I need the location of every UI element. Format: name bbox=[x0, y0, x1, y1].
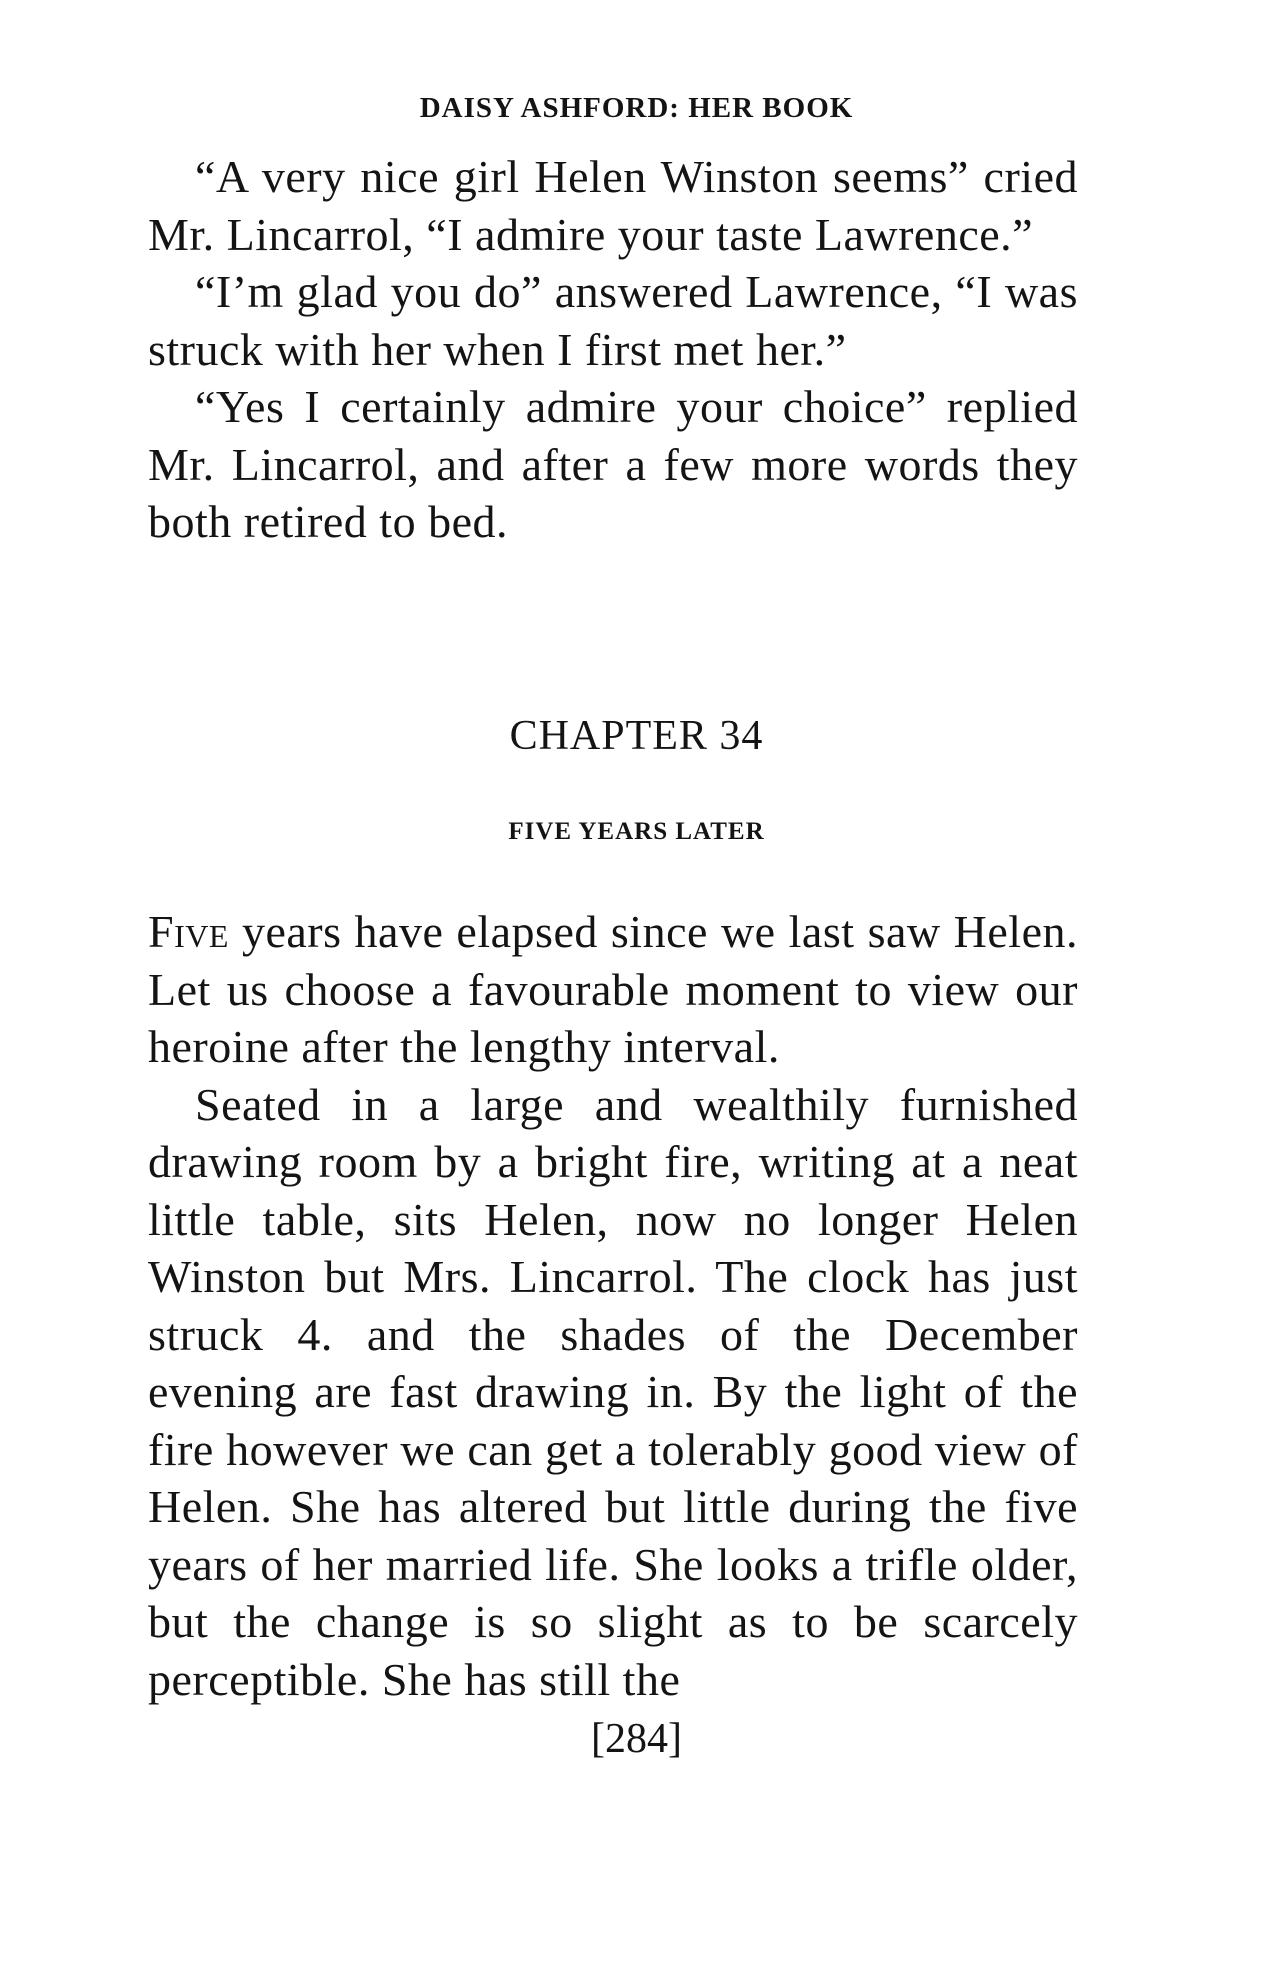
text-block-chapter-body bbox=[148, 903, 1078, 1708]
text-block-before-chapter bbox=[148, 148, 1078, 551]
paragraph: “A very nice girl Helen Winston seems” cried Mr. Lincarrol, “I admire your taste Lawrence.” bbox=[148, 151, 1078, 260]
paragraph: “Yes I certainly admire your choice” replied Mr. Lincarrol, and after a few more words they both retired to bed. bbox=[148, 381, 1078, 547]
running-head: DAISY ASHFORD: HER BOOK bbox=[419, 92, 854, 124]
chapter-opening-paragraph bbox=[148, 903, 1078, 1076]
page-number: [284] bbox=[591, 1716, 682, 1762]
chapter-title: CHAPTER 34 bbox=[509, 713, 764, 759]
paragraph: “I’m glad you do” answered Lawrence, “I was struck with her when I first met her.” bbox=[148, 266, 1078, 375]
chapter-lead-word: Five bbox=[148, 906, 229, 957]
chapter-subtitle: FIVE YEARS LATER bbox=[508, 818, 765, 845]
chapter-opening-text: years have elapsed since we last saw Helen. Let us choose a favourable moment to view our heroine after the lengthy interval. bbox=[148, 906, 1078, 1072]
paragraph: Seated in a large and wealthily furnished drawing room by a bright fire, writing at a neat little table, sits Helen, now no longer Helen Winston but Mrs. Lincarrol. The clock has just struck 4. and the shades of the December evening are fast drawing in. By the light of the fire however we can get a tolerably good view of Helen. She has altered but little during the five years of her married life. She looks a trifle older, but the change is so slight as to be scarcely perceptible. She has still the bbox=[148, 1078, 1078, 1705]
